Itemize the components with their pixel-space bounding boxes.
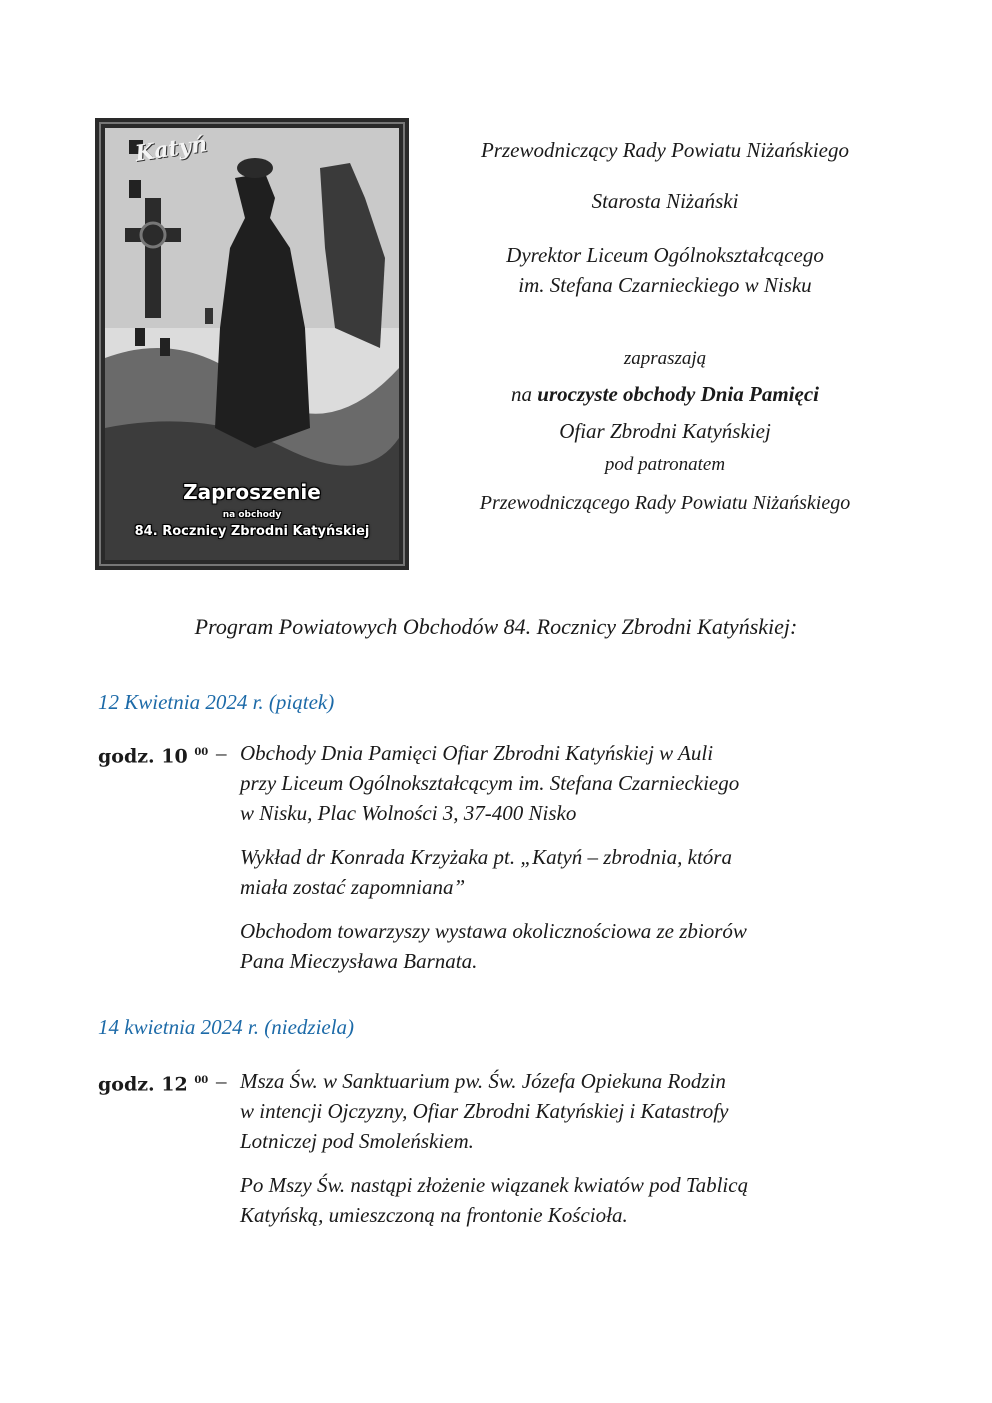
poster-logo-text: Katyń (133, 131, 209, 167)
day-2-wreath-laying: Po Mszy Św. nastąpi złożenie wiązanek kwiatów pod Tablicą Katyńską, umieszczoną na frontonie Kościoła. (240, 1173, 749, 1227)
day-1-dash: – (216, 741, 227, 765)
day-1-event (98, 738, 918, 976)
event-name-line-2: Ofiar Zbrodni Katyńskiej (559, 419, 771, 443)
host-line-3 (420, 240, 910, 300)
patronage-name: Przewodniczącego Rady Powiatu Niżańskiego (479, 492, 851, 514)
event-name-bold: uroczyste obchody Dnia Pamięci (537, 382, 819, 406)
day-2-description: Msza Św. w Sanktuarium pw. Św. Józefa Opiekuna Rodzin w intencji Ojczyzny, Ofiar Zbrodni Katyńskiej i Katastrofy Lotniczej pod Smoleńskiem. Po Mszy Św. nastąpi złożenie wiązanek kwiatów pod Tablicą Katyńską, umieszczoną na frontonie Kościoła. (240, 1066, 918, 1230)
day-2-event (98, 1066, 918, 1230)
day-1-time: godz. 10 $^{00}$ (98, 745, 209, 768)
program-title: Program Powiatowych Obchodów 84. Rocznicy Zbrodni Katyńskiej: (194, 614, 798, 639)
patronage-label: pod patronatem (604, 454, 726, 475)
invite-verb: zapraszają (623, 348, 707, 369)
poster-title: Zaproszenie (183, 480, 321, 504)
host-line-1: Przewodniczący Rady Powiatu Niżańskiego (480, 138, 850, 162)
event-prefix: na (511, 382, 533, 406)
day-2-time: godz. 12 $^{00}$ (98, 1073, 209, 1096)
day-2-date: 14 kwietnia 2024 r. (niedziela) (98, 1015, 355, 1039)
day-1-date: 12 Kwietnia 2024 r. (piątek) (98, 690, 335, 714)
invitation-header (420, 138, 910, 515)
day-2-dash: – (216, 1069, 227, 1093)
day-1-lecture: Wykład dr Konrada Krzyżaka pt. „Katyń – zbrodnia, która miała zostać zapomniana” (240, 845, 732, 899)
day-1-description: Obchody Dnia Pamięci Ofiar Zbrodni Katyńskiej w Auli przy Liceum Ogólnokształcącym im. Stefana Czarnieckiego w Nisku, Plac Wolności 3, 37-400 Nisko Wykład dr Konrada Krzyżaka pt. „Katyń – zbrodnia, która miała zostać zapomniana” Obchodom towarzyszy wystawa okolicznościowa ze zbiorów Pana Mieczysława Barnata. (240, 738, 918, 976)
poster-small-text: na obchody (222, 510, 282, 520)
host-line-3b: im. Stefana Czarnieckiego w Nisku (518, 273, 812, 297)
poster-subtitle: 84. Rocznicy Zbrodni Katyńskiej (134, 524, 370, 539)
host-line-3a: Dyrektor Liceum Ogólnokształcącego (506, 243, 824, 267)
host-line-2: Starosta Niżański (591, 189, 739, 213)
event-name-line-1 (420, 382, 910, 407)
invitation-poster-image (95, 118, 409, 570)
day-1-exhibition: Obchodom towarzyszy wystawa okolicznościowa ze zbiorów Pana Mieczysława Barnata. (240, 919, 747, 973)
